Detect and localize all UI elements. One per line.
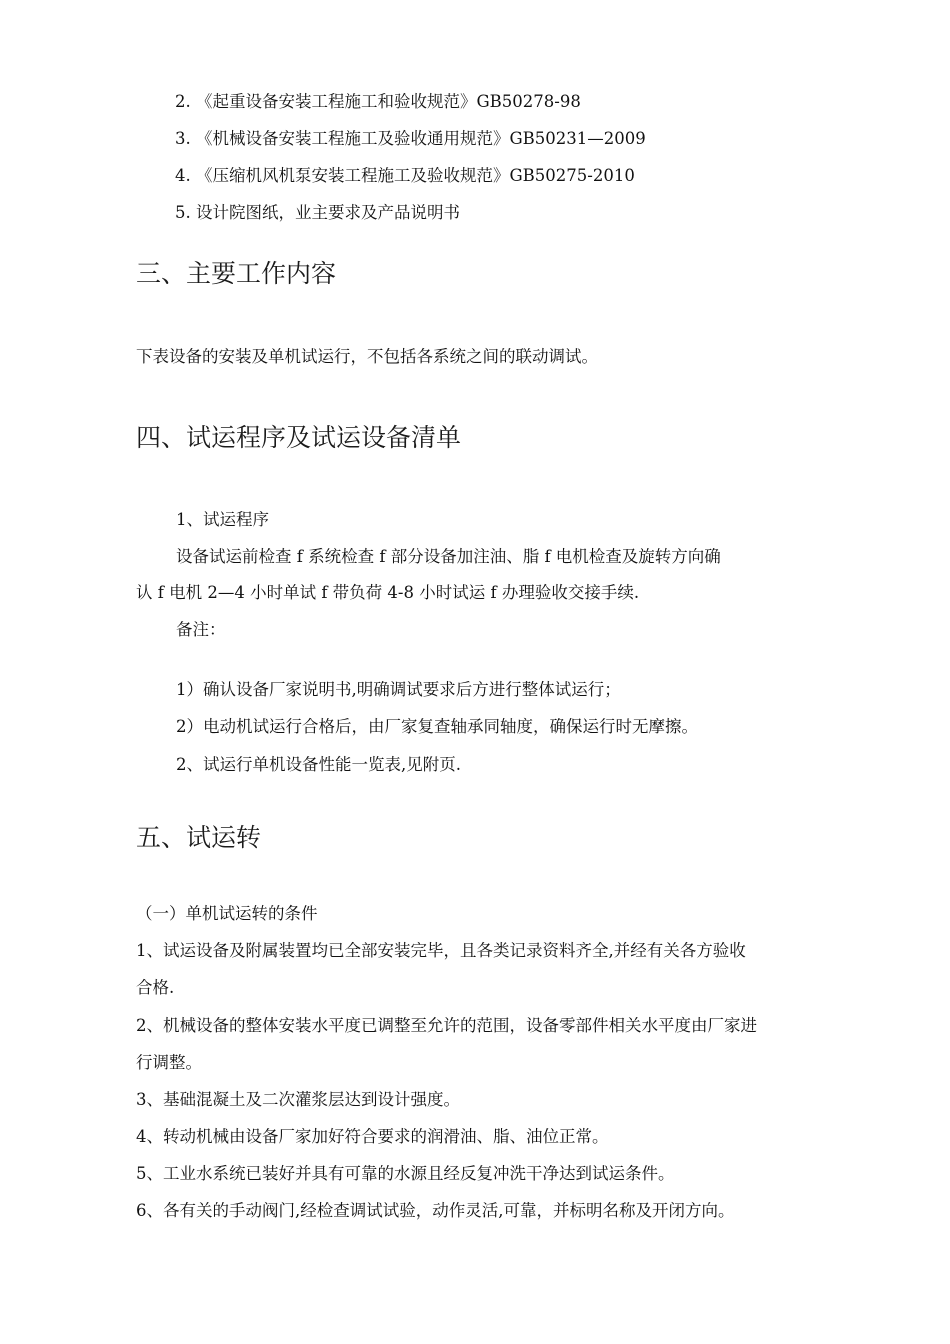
subsection-single-machine-conditions: （一）单机试运转的条件 [136,904,318,923]
condition-item-1-line-1: 1、试运设备及附属装置均已全部安装完毕，且各类记录资料齐全,并经有关各方验收 [136,941,746,960]
condition-item-3: 3、基础混凝土及二次灌浆层达到设计强度。 [136,1090,460,1109]
procedure-text-line-2: 认 f 电机 2—4 小时单试 f 带负荷 4-8 小时试运 f 办理验收交接手续. [136,583,640,602]
note-item-2: 2）电动机试运行合格后，由厂家复查轴承同轴度，确保运行时无摩擦。 [176,717,698,736]
condition-item-4: 4、转动机械由设备厂家加好符合要求的润滑油、脂、油位正常。 [136,1127,609,1146]
condition-item-1-line-2: 合格. [136,978,175,997]
condition-item-2-line-2: 行调整。 [136,1053,202,1072]
procedure-text-line-1: 设备试运前检查 f 系统检查 f 部分设备加注油、脂 f 电机检查及旋转方向确 [176,547,721,566]
reference-item-4: 4. 《压缩机风机泵安装工程施工及验收规范》GB50275-2010 [175,166,635,185]
note-label: 备注： [176,620,226,639]
section-4-heading: 四、试运程序及试运设备清单 [136,423,462,452]
section-3-heading: 三、主要工作内容 [136,259,337,288]
section-3-paragraph: 下表设备的安装及单机试运行，不包括各系统之间的联动调试。 [136,347,598,366]
reference-item-2: 2. 《起重设备安装工程施工和验收规范》GB50278-98 [175,92,581,111]
subsection-trial-procedure: 1、试运程序 [176,510,269,529]
note-item-1: 1）确认设备厂家说明书,明确调试要求后方进行整体试运行； [176,680,621,699]
reference-item-5: 5. 设计院图纸，业主要求及产品说明书 [175,203,460,222]
condition-item-6: 6、各有关的手动阀门,经检查调试试验，动作灵活,可靠，并标明名称及开闭方向。 [136,1201,735,1220]
condition-item-2-line-1: 2、机械设备的整体安装水平度已调整至允许的范围，设备零部件相关水平度由厂家进 [136,1016,757,1035]
condition-item-5: 5、工业水系统已装好并具有可靠的水源且经反复冲洗干净达到试运条件。 [136,1164,675,1183]
section-5-heading: 五、试运转 [136,823,262,852]
reference-item-3: 3. 《机械设备安装工程施工及验收通用规范》GB50231—2009 [175,129,646,148]
subsection-performance-table: 2、试运行单机设备性能一览表,见附页. [176,755,461,774]
